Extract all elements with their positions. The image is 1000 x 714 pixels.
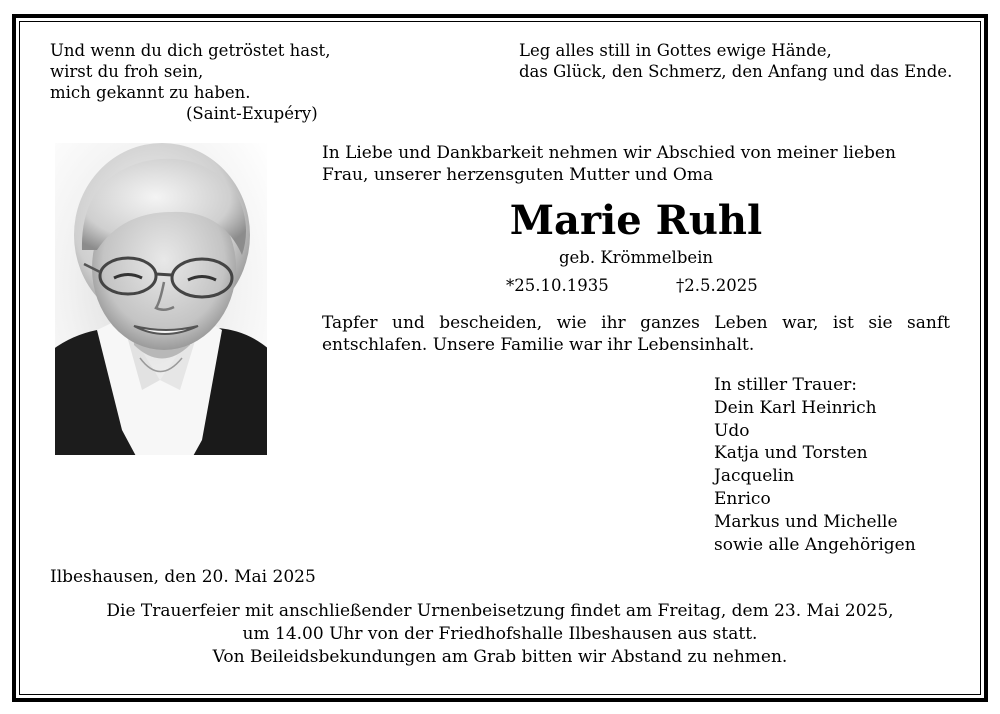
mourner-name: Enrico <box>714 488 771 509</box>
quote-left-line: wirst du froh sein, <box>50 62 204 81</box>
mourners-list <box>714 374 916 556</box>
mourner-name: Katja und Torsten <box>714 443 868 464</box>
service-info <box>40 600 960 669</box>
mourner-name: Dein Karl Heinrich <box>714 397 877 418</box>
maiden-name: geb. Krömmelbein <box>558 248 714 267</box>
mourner-name: Markus und Michelle <box>714 511 898 532</box>
intro-line: In Liebe und Dankbarkeit nehmen wir Abschied von meiner lieben <box>322 143 896 163</box>
place-date: Ilbeshausen, den 20. Mai 2025 <box>50 567 316 587</box>
tribute-line: entschlafen. Unsere Familie war ihr Lebensinhalt. <box>322 335 755 355</box>
mourner-name: sowie alle Angehörigen <box>714 534 916 555</box>
deceased-name: Marie Ruhl <box>509 197 763 244</box>
intro-line: Frau, unserer herzensguten Mutter und Oma <box>322 165 714 185</box>
quote-right <box>519 40 952 82</box>
tribute-line: Tapfer und bescheiden, wie ihr ganzes Leben war, ist sie sanft <box>322 313 950 333</box>
quote-author: (Saint-Exupéry) <box>186 104 318 123</box>
mourners-heading: In stiller Trauer: <box>714 375 857 395</box>
mourner-name: Jacquelin <box>714 466 795 487</box>
quote-left <box>50 40 330 124</box>
service-line: Von Beileidsbekundungen am Grab bitten wir Abstand zu nehmen. <box>212 647 788 667</box>
quote-right-line: Leg alles still in Gottes ewige Hände, <box>519 41 832 60</box>
service-line: Die Trauerfeier mit anschließender Urnenbeisetzung findet am Freitag, dem 23. Mai 2025, <box>106 601 894 621</box>
intro-text <box>322 142 896 186</box>
quote-right-line: das Glück, den Schmerz, den Anfang und das Ende. <box>519 62 953 81</box>
quote-left-line: mich gekannt zu haben. <box>50 83 251 102</box>
death-date: †2.5.2025 <box>676 276 758 295</box>
mourner-name: Udo <box>714 420 750 441</box>
service-line: um 14.00 Uhr von der Friedhofshalle Ilbeshausen aus statt. <box>242 624 758 644</box>
quote-left-line: Und wenn du dich getröstet hast, <box>50 41 331 60</box>
tribute-text <box>322 312 950 356</box>
birth-date: *25.10.1935 <box>506 276 609 295</box>
portrait-photo <box>52 140 270 458</box>
